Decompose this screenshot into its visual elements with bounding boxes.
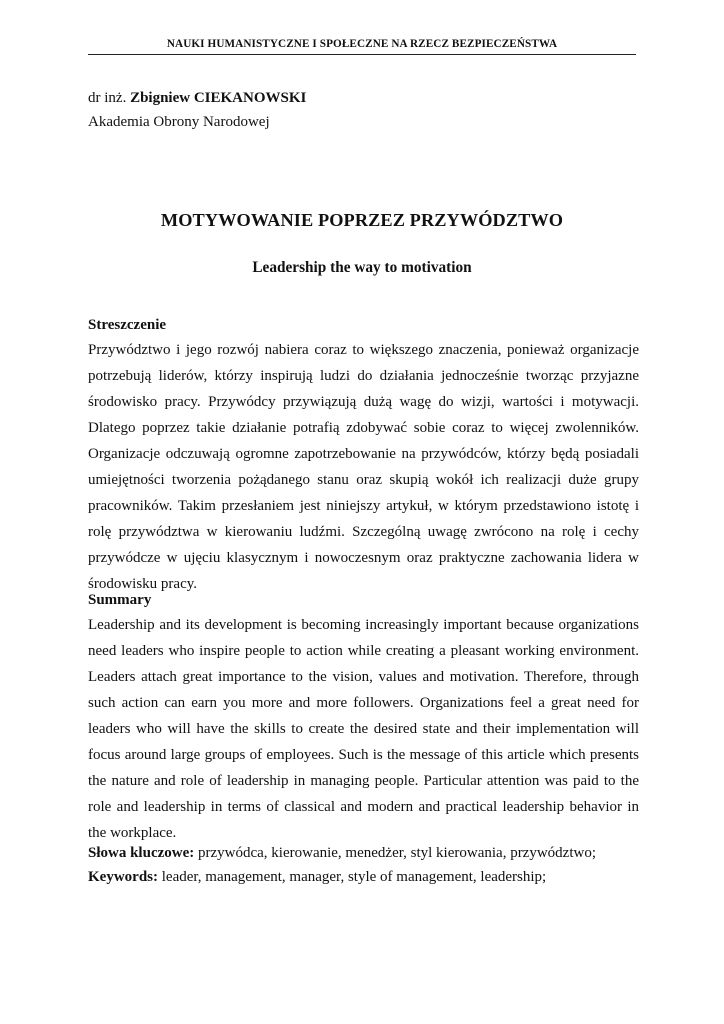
abstract-pl-heading: Streszczenie [88, 317, 167, 333]
author-affiliation: Akademia Obrony Narodowej [88, 114, 270, 130]
abstract-en-heading: Summary [88, 592, 152, 608]
keywords-pl [88, 840, 664, 866]
keywords-en [88, 864, 664, 890]
abstract-en-text: Leadership and its development is becoming increasingly important because organizations need leaders who inspire people to action while creating a pleasant working environment. Leaders attach great importance to the vision, values and motivation. Therefore, through such action can earn you more and more followers. Organizations feel a great need for leaders who will have the skills to create the desired state and their implementation will focus around large groups of employees. Such is the message of this article which presents the nature and role of leadership in managing people. Particular attention was paid to the role and leadership in terms of classical and modern and practical leadership behavior in the workplace. [88, 617, 639, 841]
running-header: NAUKI HUMANISTYCZNE I SPOŁECZNE NA RZECZ BEZPIECZEŃSTWA [88, 38, 636, 55]
author-name: Zbigniew CIEKANOWSKI [130, 90, 307, 106]
author-prefix: dr inż. [88, 90, 127, 106]
author-block [88, 86, 306, 134]
article-subtitle: Leadership the way to motivation [252, 259, 472, 276]
author-line [88, 86, 306, 110]
keywords-en-value: leader, management, manager, style of management, leadership; [161, 869, 547, 885]
keywords-pl-label: Słowa kluczowe: [88, 845, 195, 861]
keywords-pl-value: przywódca, kierowanie, menedżer, styl kierowania, przywództwo; [198, 845, 596, 861]
keywords-en-label: Keywords: [88, 869, 158, 885]
abstract-en [88, 588, 639, 846]
article-title: MOTYWOWANIE POPRZEZ PRZYWÓDZTWO [160, 210, 564, 230]
abstract-pl-text: Przywództwo i jego rozwój nabiera coraz to większego znaczenia, ponieważ organizacje potrzebują liderów, którzy inspirują ludzi do działania jednocześnie tworząc przyjazne środowisko pracy. Przywódcy przywiązują dużą wagę do wizji, wartości i motywacji. Dlatego poprzez takie działanie potrafią zdobywać sobie coraz to więcej zwolenników. Organizacje odczuwają ogromne zapotrzebowanie na przywódców, którzy będą posiadali umiejętności tworzenia pożądanego stanu oraz skupią wokół ich realizacji duże grupy pracowników. Takim przesłaniem jest niniejszy artykuł, w którym przedstawiono istotę i rolę przywództwa w kierowaniu ludźmi. Szczególną uwagę zwrócono na rolę i cechy przywódcze w ujęciu klasycznym i nowoczesnym oraz praktyczne zachowania lidera w środowisku pracy. [88, 342, 639, 592]
abstract-pl [88, 313, 639, 597]
